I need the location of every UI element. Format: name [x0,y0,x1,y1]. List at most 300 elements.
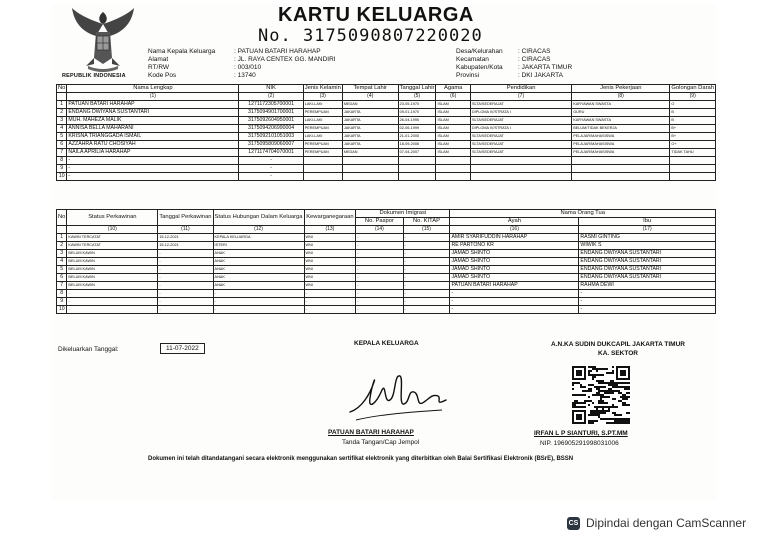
col-number [57,93,67,101]
table-cell: - [403,306,450,314]
col-number: (8) [572,93,670,101]
table-cell: 3175095809060007 [239,141,303,149]
table-cell: - [356,274,403,282]
members-table-body [57,101,716,181]
table-cell: - [356,250,403,258]
table-cell: AZZAHRA RATU CHOSIYAH [67,141,239,149]
table-cell: KARYAWAN SWASTA [572,117,670,125]
table-cell: PEREMPUAN [303,125,342,133]
table-cell: 18-09-2006 [398,141,436,149]
table-cell: - [403,274,450,282]
table-cell [670,165,716,173]
table-cell: 3175094901700001 [239,109,303,117]
table-cell: ANAK [213,266,304,274]
table-cell: PELAJAR/MAHASISWA [572,133,670,141]
table-cell: - [67,173,239,181]
official-nip: NIP. 196905291998031006 [540,440,619,447]
table-cell: BELUM KAWIN [67,282,158,290]
meta-key: Kode Pos [148,72,177,79]
issued-date: 11-07-2022 [160,343,205,354]
col-header: NIK [239,85,303,93]
col-number: (10) [67,226,158,234]
table-cell: 1 [57,234,67,242]
table-cell: - [403,234,450,242]
table-cell: - [356,282,403,290]
table-cell: KAWIN TERCATAT [67,242,158,250]
table-cell: DIPLOMA IV/STRATA I [470,109,571,117]
meta-row [456,56,572,64]
signature-icon [342,354,462,434]
civil-header-row [57,210,716,218]
table-cell: ISLAM [436,125,471,133]
table-cell: - [239,173,303,181]
table-cell [303,165,342,173]
table-row [57,125,716,133]
table-cell: - [239,157,303,165]
table-cell: PEREMPUAN [303,109,342,117]
table-cell: GURU [572,109,670,117]
table-cell: 07-04-2007 [398,149,436,157]
table-cell: - [67,290,158,298]
table-cell: - [213,298,304,306]
table-cell: 7 [57,149,67,157]
camscanner-watermark [567,512,746,534]
table-cell [670,157,716,165]
table-cell: - [67,298,158,306]
table-cell: RASMI GINTING [579,234,716,242]
col-number: (2) [239,93,303,101]
document-number-prefix: No. [258,26,292,46]
table-cell: - [403,258,450,266]
table-cell: 9 [57,298,67,306]
table-cell: PATUAN BATARI HARAHAP [450,282,579,290]
table-cell: - [356,258,403,266]
table-cell: NAILA APRILIA HARAHAP [67,149,239,157]
table-cell: 4 [57,258,67,266]
table-row [57,290,716,298]
table-cell: LAKI-LAKI [303,101,342,109]
table-cell: B+ [670,133,716,141]
table-cell: JAKARTA [342,109,398,117]
table-cell: BELUM KAWIN [67,274,158,282]
table-row [57,141,716,149]
table-cell: WNI [304,258,356,266]
table-cell: PELAJAR/MAHASISWA [572,149,670,157]
col-header: Kewarganegaraan [304,210,356,226]
meta-value: : 13740 [234,72,256,79]
table-cell: - [158,258,213,266]
col-header: Nama Lengkap [67,85,239,93]
table-cell: - [579,306,716,314]
table-cell: 3 [57,117,67,125]
table-cell: - [403,290,450,298]
table-cell: KRISNA TRIANGGADA ISMAIL [67,133,239,141]
table-cell: - [450,306,579,314]
head-of-family-name: PATUAN BATARI HARAHAP [328,429,414,436]
emblem-caption: REPUBLIK INDONESIA [62,73,126,79]
table-row [57,282,716,290]
table-row [57,133,716,141]
table-cell: SLTA/SEDERAJAT [470,149,571,157]
table-cell: - [356,242,403,250]
table-cell: 02-06-1999 [398,125,436,133]
table-cell [342,173,398,181]
table-cell: - [158,266,213,274]
col-header: Jenis Kelamin [304,85,341,91]
members-number-row [57,93,716,101]
col-number: (12) [213,226,304,234]
col-number: (6) [436,93,471,101]
table-cell: KARYAWAN SWASTA [572,101,670,109]
meta-value: : JAKARTA TIMUR [518,64,573,71]
table-cell: JAMAD SHINTO [450,266,579,274]
table-cell [572,165,670,173]
table-cell: 10 [57,306,67,314]
table-cell: - [213,306,304,314]
table-cell: - [158,298,213,306]
table-cell: 3175094206990004 [239,125,303,133]
household-meta-left [148,48,336,80]
table-cell: WNI [304,274,356,282]
table-row [57,234,716,242]
col-number: (17) [579,226,716,234]
table-cell: 1271172305700001 [239,101,303,109]
col-number: (7) [470,93,571,101]
table-row [57,165,716,173]
meta-value: : 003/010 [234,64,262,71]
official-title-line: KA. SEKTOR [598,350,638,357]
col-header: Pendidikan [470,85,571,93]
table-cell: - [67,165,239,173]
col-number: (9) [670,93,716,101]
official-name: IRFAN L P SIANTURI, S.PT.MM [534,430,628,437]
table-cell: TIDAK TAHU [670,149,716,157]
table-cell: - [450,290,579,298]
table-cell: BELUM KAWIN [67,258,158,266]
table-cell: - [403,282,450,290]
table-cell: 3 [57,250,67,258]
table-cell: - [356,306,403,314]
meta-row [148,48,336,56]
table-cell: JAMAD SHINTO [450,258,579,266]
civil-status-table-body [57,234,716,314]
table-cell: - [403,266,450,274]
table-cell: ANAK [213,274,304,282]
table-cell: - [158,290,213,298]
table-cell: - [304,298,356,306]
table-cell: ENDANG DWIYANA SUSTANTARI [579,266,716,274]
col-header: Jenis Pekerjaan [572,85,670,93]
table-cell: ISLAM [436,117,471,125]
civil-number-row [57,226,716,234]
meta-value: : JL. RAYA CENTEX GG. MANDIRI [234,56,336,63]
table-cell: PEREMPUAN [303,141,342,149]
table-cell [303,173,342,181]
table-cell: ANNISA BELLA MAHARANI [67,125,239,133]
table-cell [436,173,471,181]
col-header: No. Paspor [356,218,403,226]
table-cell: 7 [57,282,67,290]
table-cell: - [158,306,213,314]
table-cell: BELUM KAWIN [67,266,158,274]
table-cell: B [670,109,716,117]
meta-value: : PATUAN BATARI HARAHAP [234,48,321,55]
table-cell: - [67,157,239,165]
table-cell: - [356,298,403,306]
table-cell: 4 [57,125,67,133]
col-header: No [57,210,67,226]
table-cell: MEDAN [342,101,398,109]
meta-value: : CIRACAS [518,48,551,55]
col-header: Ibu [579,218,716,226]
table-cell: - [158,274,213,282]
table-cell [470,165,571,173]
col-header: Tempat Lahir [342,85,398,93]
table-cell: SLTA/SEDERAJAT [470,141,571,149]
issued-label: Dikeluarkan Tanggal: [58,346,119,353]
col-number: (4) [342,93,398,101]
table-cell: B [670,117,716,125]
table-cell: JAMAD SHINTO [450,274,579,282]
table-cell: ANAK [213,282,304,290]
meta-key: Alamat [148,56,169,63]
table-cell: AMIR SYARIFUDDIN HARAHAP [450,234,579,242]
table-cell: ISTERI [213,242,304,250]
document-footer [52,334,716,504]
table-cell: - [356,266,403,274]
camscanner-logo-icon: CS [567,517,580,530]
table-cell: 8 [57,157,67,165]
table-cell: 5 [57,133,67,141]
table-cell: ISLAM [436,141,471,149]
table-cell: ANAK [213,258,304,266]
members-table [56,84,716,181]
table-cell: LAKI-LAKI [303,117,342,125]
table-cell [398,173,436,181]
table-cell: - [403,298,450,306]
table-cell: 9 [57,165,67,173]
table-cell: 2 [57,242,67,250]
table-cell: JAKARTA [342,117,398,125]
table-cell: ISLAM [436,101,471,109]
table-row [57,306,716,314]
table-cell: WIWIK S [579,242,716,250]
table-cell: 1 [57,101,67,109]
official-title [528,340,708,358]
table-row [57,109,716,117]
table-cell: DIPLOMA IV/STRATA I [470,125,571,133]
table-cell: SLTA/SEDERAJAT [470,117,571,125]
meta-value: : DKI JAKARTA [518,72,563,79]
table-cell: JAMAD SHINTO [450,250,579,258]
table-row [57,157,716,165]
table-row [57,274,716,282]
table-cell: 23-05-1970 [398,101,436,109]
table-cell: RE PARTONO KR [450,242,579,250]
table-cell: 8 [57,290,67,298]
table-cell: - [356,290,403,298]
table-cell: MEDAN [342,149,398,157]
col-number: (3) [303,93,342,101]
table-cell: - [304,306,356,314]
camscanner-text: Dipindai dengan CamScanner [586,516,747,530]
table-cell: SLTA/SEDERAJAT [470,133,571,141]
table-cell: ISLAM [436,149,471,157]
meta-key: Nama Kepala Keluarga [148,48,216,55]
table-row [57,173,716,181]
table-cell: - [579,298,716,306]
col-number: (5) [398,93,436,101]
table-cell: BELUM/TIDAK BEKERJA [572,125,670,133]
table-cell: MUH. MAHEZA MALIK [67,117,239,125]
table-cell: LAKI-LAKI [303,133,342,141]
table-cell: 26-04-1995 [398,117,436,125]
meta-key: Provinsi [456,72,480,79]
table-cell: ISLAM [436,133,471,141]
table-cell: 10 [57,173,67,181]
civil-status-table [56,209,716,314]
members-header-row [57,85,716,93]
meta-row [148,72,336,80]
table-cell: WNI [304,250,356,258]
table-cell: - [356,234,403,242]
table-cell: JAKARTA [342,141,398,149]
table-cell: KEPALA KELUARGA [213,234,304,242]
table-cell: - [403,250,450,258]
table-cell: 21-01-2005 [398,133,436,141]
table-cell: ANAK [213,250,304,258]
meta-key: Kabupaten/Kota [456,64,503,71]
table-cell: WNI [304,266,356,274]
col-header: Tanggal Lahir [399,85,435,91]
table-cell: 3175092604950001 [239,117,303,125]
family-card-document [52,4,716,501]
col-header: Status Perkawinan [67,210,158,226]
table-cell: O+ [670,141,716,149]
table-cell: SLTA/SEDERAJAT [470,101,571,109]
col-number: (15) [403,226,450,234]
meta-key: Kecamatan [456,56,489,63]
col-number: (14) [356,226,403,234]
table-cell [398,165,436,173]
table-row [57,250,716,258]
table-cell [342,157,398,165]
table-row [57,101,716,109]
col-header: Dokumen Imigrasi [356,210,450,218]
table-cell [303,157,342,165]
meta-key: RT/RW [148,64,170,71]
table-cell: PELAJAR/MAHASISWA [572,141,670,149]
meta-row [456,72,572,80]
meta-value: : CIRACAS [518,56,551,63]
document-number-value: 3175090807220020 [302,26,483,46]
document-header [52,4,716,84]
table-cell [572,157,670,165]
table-cell: BELUM KAWIN [67,250,158,258]
table-cell: - [450,298,579,306]
col-header: Golongan Darah [671,85,714,91]
table-cell: - [67,306,158,314]
table-cell [470,173,571,181]
table-row [57,298,716,306]
document-title: KARTU KELUARGA [278,4,474,26]
col-header: Tanggal Perkawinan [158,210,213,226]
table-cell: 2 [57,109,67,117]
table-cell [670,173,716,181]
table-cell: JAKARTA [342,133,398,141]
table-cell: JAKARTA [342,125,398,133]
table-cell: - [579,290,716,298]
table-row [57,258,716,266]
col-number: (16) [450,226,579,234]
table-cell: - [403,242,450,250]
table-cell: PEREMPUAN [303,149,342,157]
table-cell: WNI [304,242,356,250]
col-header: Status Hubungan Dalam Keluarga [213,210,304,226]
table-cell: 09-01-1970 [398,109,436,117]
table-cell: RAHMA DEWI [579,282,716,290]
official-title-line: A.N.KA SUDIN DUKCAPIL JAKARTA TIMUR [551,341,685,348]
col-header: Ayah [450,218,579,226]
table-row [57,266,716,274]
col-header: Nama Orang Tua [450,210,716,218]
table-cell: - [158,250,213,258]
table-cell: 15-12-2021 [158,234,213,242]
table-cell: 3175092101051003 [239,133,303,141]
garuda-emblem-icon [68,6,138,78]
table-row [57,242,716,250]
signature-caption: Tanda Tangan/Cap Jempol [342,439,420,446]
meta-row [456,48,572,56]
table-cell: 6 [57,141,67,149]
table-cell: WNI [304,234,356,242]
meta-key: Desa/Kelurahan [456,48,503,55]
table-cell: ENDANG DWIYANA SUSTANTARI [579,274,716,282]
col-header: Agama [436,85,471,93]
table-cell: 1271174704070001 [239,149,303,157]
table-cell: KAWIN TERCATAT [67,234,158,242]
col-header: No [58,85,66,91]
head-of-family-label: KEPALA KELUARGA [354,340,419,347]
table-cell: PATUAN BATARI HARAHAP [67,101,239,109]
table-cell [572,173,670,181]
table-cell: ISLAM [436,109,471,117]
household-meta-right [456,48,572,80]
table-row [57,149,716,157]
table-cell: ENDANG DWIYANA SUSTANTARI [579,250,716,258]
table-cell: ENDANG DWIYANA SUSTANTARI [67,109,239,117]
table-cell: 15-12-2021 [158,242,213,250]
meta-row [148,64,336,72]
qr-code-icon [572,366,630,424]
table-cell [436,165,471,173]
document-number [258,26,483,46]
table-cell: - [158,282,213,290]
col-number: (13) [304,226,356,234]
col-header: No. KITAP [403,218,450,226]
table-cell: B+ [670,125,716,133]
col-number: (1) [67,93,239,101]
electronic-signature-disclaimer: Dokumen ini telah ditandatangani secara elektronik menggunakan sertifikat elektronik yang diterbitkan oleh Balai Sertifikasi Elektronik (BSrE), BSSN [148,456,574,462]
table-cell: 5 [57,266,67,274]
table-cell [398,157,436,165]
col-number [57,226,67,234]
table-cell [436,157,471,165]
table-cell: WNI [304,282,356,290]
meta-row [456,64,572,72]
table-cell [470,157,571,165]
table-cell: - [213,290,304,298]
